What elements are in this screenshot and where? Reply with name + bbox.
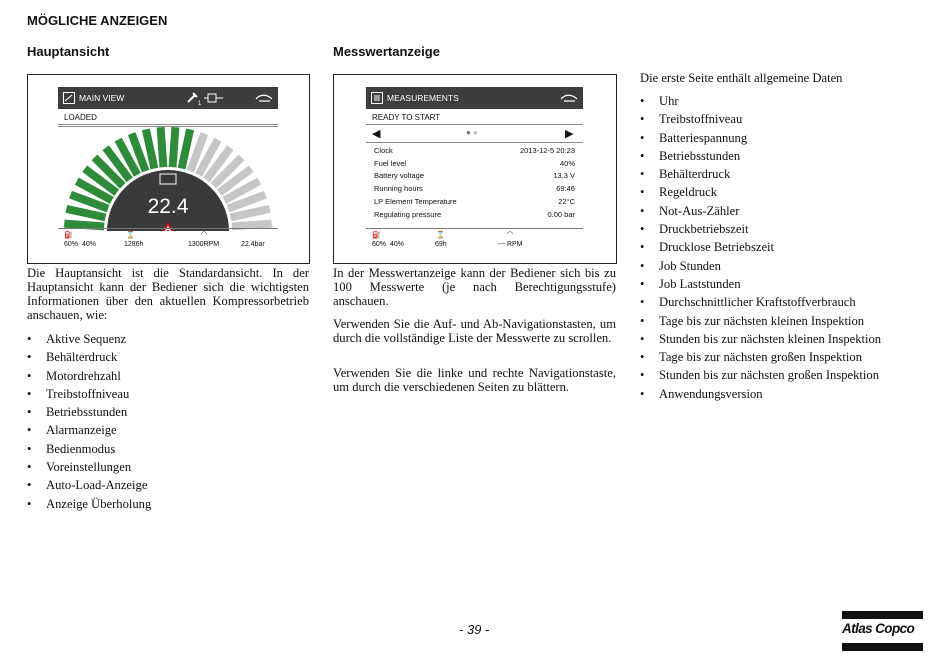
page-number: - 39 - — [459, 622, 490, 637]
footer-rpm: --- RPM — [498, 241, 523, 248]
first-page-list-item: • Stunden bis zur nächsten großen Inspektion — [640, 366, 881, 384]
measurement-label: Regulating pressure — [374, 209, 442, 219]
measurement-value: 0.00 bar — [547, 209, 575, 219]
hand-icon — [560, 92, 578, 104]
first-page-list-item: • Tage bis zur nächsten kleinen Inspektion — [640, 312, 881, 330]
measurements-paragraph-1: In der Messwertanzeige kann der Bediener sich bis zu 100 Messwerte (je nach Berechtigungsstufe) anschauen. — [333, 266, 616, 308]
first-page-list-item: • Stunden bis zur nächsten kleinen Inspektion — [640, 330, 881, 348]
footer-rpm: 1300RPM — [188, 241, 220, 248]
first-page-list-item: • Durchschnittlicher Kraftstoffverbrauch — [640, 293, 881, 311]
footer-battery: 40% — [390, 241, 405, 248]
first-page-list — [640, 92, 881, 403]
measurement-row — [374, 170, 575, 183]
divider — [366, 142, 583, 143]
nav-right-icon: ▶ — [565, 128, 574, 140]
hand-icon — [255, 92, 273, 104]
first-page-list-item: • Job Laststunden — [640, 275, 881, 293]
main-view-list-item: • Behälterdruck — [27, 348, 151, 366]
main-view-list-item: • Treibstoffniveau — [27, 385, 151, 403]
page-dots-icon: ● ● — [466, 128, 478, 137]
measurement-label: Running hours — [374, 184, 423, 194]
measurements-paragraph-2: Verwenden Sie die Auf- und Ab-Navigationstasten, um durch die vollständige Liste der Messwerte zu scrollen. — [333, 317, 616, 345]
first-page-list-item: • Druckbetriebszeit — [640, 220, 881, 238]
main-view-list-item: • Anzeige Überholung — [27, 495, 151, 513]
main-view-list-item: • Motordrehzahl — [27, 367, 151, 385]
first-page-list-item: • Anwendungsversion — [640, 385, 881, 403]
gauge-value: 22.4 — [147, 195, 189, 218]
measurement-value: 69:46 — [556, 184, 575, 194]
atlas-copco-logo — [842, 611, 923, 651]
logo-text: Atlas Copco — [842, 621, 915, 636]
screen-footer — [58, 228, 278, 251]
gauge-segment — [173, 127, 176, 167]
footer-hours: 1286h — [124, 241, 144, 248]
hourglass-icon: ⌛ — [126, 232, 135, 239]
measurement-label: Battery voltage — [374, 171, 425, 181]
main-view-list-item: • Voreinstellungen — [27, 458, 151, 476]
fuel-icon: ⛽ — [372, 232, 381, 239]
footer-fuel: 60% — [372, 241, 387, 248]
measurement-row — [374, 196, 575, 209]
screen-title-bar — [366, 87, 583, 109]
first-page-list-item: • Behälterdruck — [640, 165, 881, 183]
main-view-paragraph: Die Hauptansicht ist die Standardansicht. In der Hauptansicht kann der Bediener sich die wichtigsten Informationen über den aktuellen Kompressorbetrieb anschauen, wie: — [27, 266, 309, 322]
first-page-intro: Die erste Seite enthält allgemeine Daten — [640, 71, 843, 85]
hourglass-icon: ⌛ — [436, 232, 445, 239]
speed-icon: ◠ — [201, 231, 208, 238]
measurement-label: Clock — [374, 146, 393, 155]
main-view-figure — [27, 74, 310, 264]
main-view-screen — [58, 87, 278, 251]
divider — [366, 124, 583, 125]
measurement-row — [374, 145, 575, 158]
gauge-segment — [231, 209, 270, 218]
main-view-list-item: • Betriebsstunden — [27, 403, 151, 421]
measurement-row — [374, 209, 575, 222]
footer-hours: 69h — [435, 241, 447, 248]
measurements-paragraph-3: Verwenden Sie die linke und rechte Navigationstaste, um durch die verschiedenen Seiten zu blättern. — [333, 366, 616, 394]
measurement-row — [374, 158, 575, 171]
first-page-list-item: • Not-Aus-Zähler — [640, 202, 881, 220]
fuel-icon: ⛽ — [64, 232, 73, 239]
measurements-screen — [366, 87, 583, 251]
first-page-list-item: • Regeldruck — [640, 183, 881, 201]
main-view-list-item: • Aktive Sequenz — [27, 330, 151, 348]
wrench-plug-icon — [186, 90, 226, 106]
measurement-value: 40% — [559, 158, 575, 168]
first-page-list-item: • Uhr — [640, 92, 881, 110]
list-icon — [371, 92, 383, 104]
gauge-segment — [161, 127, 164, 167]
gauge-segment — [182, 129, 191, 168]
footer-battery: 40% — [82, 241, 97, 248]
first-page-list-item: • Batteriespannung — [640, 129, 881, 147]
measurement-value: 22°C — [558, 196, 575, 206]
heading-measurements: Messwertanzeige — [333, 44, 440, 59]
measurement-value: 13.3 V — [553, 171, 575, 181]
first-page-list-item: • Drucklose Betriebszeit — [640, 238, 881, 256]
screen-icon — [63, 92, 75, 104]
screen-title: MEASUREMENTS — [387, 93, 459, 103]
svg-text:1: 1 — [198, 101, 202, 106]
gauge-segment — [64, 224, 104, 227]
first-page-list-item: • Betriebsstunden — [640, 147, 881, 165]
screen-title-bar — [58, 87, 278, 109]
divider — [58, 124, 278, 125]
first-page-list-item: • Treibstoffniveau — [640, 110, 881, 128]
nav-left-icon: ◀ — [372, 128, 381, 140]
screen-status: READY TO START — [372, 113, 441, 122]
main-view-list-item: • Alarmanzeige — [27, 421, 151, 439]
measurement-value: 2013-12-5 20:23 — [519, 146, 575, 155]
measurements-figure — [333, 74, 617, 264]
main-view-list — [27, 330, 151, 513]
heading-main-view: Hauptansicht — [27, 44, 110, 59]
gauge-segment — [232, 224, 272, 227]
main-view-list-item: • Auto-Load-Anzeige — [27, 476, 151, 494]
screen-footer — [366, 228, 583, 251]
screen-title: MAIN VIEW — [79, 93, 125, 103]
measurement-label: Fuel level — [374, 158, 407, 168]
first-page-list-item: • Job Stunden — [640, 257, 881, 275]
section-title: MÖGLICHE ANZEIGEN — [27, 13, 168, 28]
pressure-gauge — [58, 127, 278, 231]
screen-status: LOADED — [64, 113, 97, 122]
first-page-list-item: • Tage bis zur nächsten großen Inspektion — [640, 348, 881, 366]
gauge-segment — [66, 209, 105, 218]
main-view-list-item: • Bedienmodus — [27, 440, 151, 458]
footer-fuel: 60% — [64, 241, 79, 248]
speed-icon: ◠ — [507, 231, 514, 238]
footer-pressure: 22.4bar — [241, 241, 265, 248]
measurement-label: LP Element Temperature — [374, 196, 457, 206]
measurement-row — [374, 183, 575, 196]
gauge-segment — [146, 129, 155, 168]
